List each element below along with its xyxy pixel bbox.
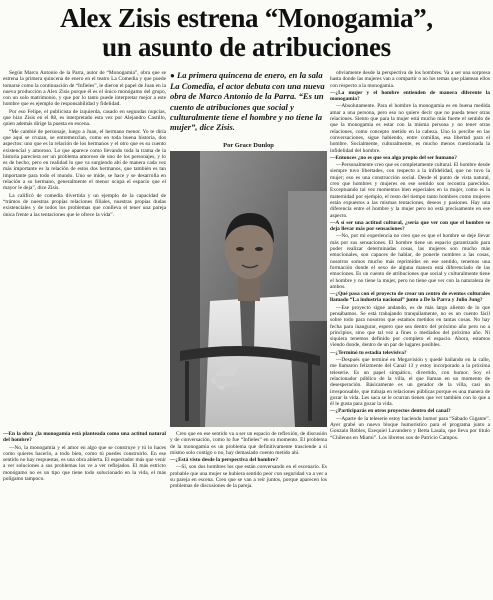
paragraph: “Me cambié de personaje, luego a Juan, el hermano menor. Yo te diría que aquí se cruzan, se entremezclan, como en toda buena historia, dos aspectos: uno que es la relación de los hermanos y el otro que es su cuento existencial y amoroso. Lo que aparece como llevando toda la trama de la historia pareciera ser un problema amoroso de uno de los personajes, y lo es de hecho, pero en realidad lo que va surgiendo abí de manera cada vez más importante es la relación de estos dos hermanos, que también es tan importante para todo el mundo. Uno se mide, se hace y se desarrolla en relación a su hermano, generalmente el menor ocupa el espacio que el mayor le deja”, dice Zisis. [3,128,166,192]
interview-question: —A sí ser una actitud cultural, ¿sería que ver con que el hombre se deja llevar más por sensaciones? [330,219,490,233]
headline [0,4,493,62]
article-column-3 [330,70,490,595]
paragraph: obviamente desde la perspectiva de los hombres. Va a ser una sorpresa hasta donde las mujeres van a compartir o no los temas que plantean ellos con respecto a la monogamia. [330,70,490,89]
pull-quote-text: La primera quincena de enero, en la sala La Comedia, el actor debuta con una nueva obra de Marco Antonio de la Parra. “Es un cuento de atribuciones que social y culturalmente tiene el hombre y no tiene la mujer”, dice Zisis. [170,70,325,133]
paragraph: —Después que terminé en Megavisión y quedé bailando en la calle, me llamaron felizmente del Canal 13 y estoy incorporado a la próxima teleserie. Es un papel simpático, divertido, con humor. Soy el relacionador público de la villa, el que llaman en un momento de desesperación. Básicamente es un gerador de la villa, casi un irresponsable, que trabaja en relaciones públicas porque es una manera de gozar la vida. Les saca se le ocurran tienen que ver también con lo que a él le gusta para gozar la vida. [330,357,490,408]
paragraph: Según Marco Antonio de la Parra, autor de “Monogamia”, obra que se estrena la primera quincena de enero en el teatro La Comedia y que puede tomarse como la continuación de “Infieles”, le dieron el papel de Juan en la nueva producción a Alex Zisis porque él es el único monógamo del grupo, con un solo matrimonio, y que por lo tanto puede interpretar mejor a este hombre que es ejemplo de responsabilidad y fidelidad. [3,70,166,108]
headline-line-1: Alex Zisis estrena “Monogamia”, [60,3,433,33]
interview-question: —¿Está visto desde la perspectiva del hombre? [170,457,279,464]
interview-question: —¿Participarás en otros proyectos dentro del canal? [330,408,451,415]
paragraph: —Absolutamente. Para el hombre la monogamia es en buena medida amar a una persona, pero eso no quiere decir que no pueda tener otras relaciones. Siento que para la mujer está mucho más fuerte el sentido de que la monogamia es estar con la misma persona y no tener otras relaciones, como concepto metido en la cabeza. Uno lo percibe en las conversaciones, sigue habiendo, entre comillas, esa libertad para el hombre. Socialmente, culturalmente, es mucho menos cuestionada la infidelidad del hombre. [330,103,490,154]
bullet-icon: ● [170,71,175,80]
article-column-1-continued [3,431,166,595]
interview-question: —En la obra ¿la monogamia está planteada como una actitud natural del hombre? [3,431,166,444]
interview-question: —¿Terminó tu estadía televisiva? [330,349,407,356]
article-column-1 [3,70,166,326]
portrait-photo-image [170,151,327,427]
paragraph: —Sí, son dos hombres los que están conversando en el escenario. Es probable que una mujer se hubiera sentido peor con seguridad va a ver a su pareja en escena. Creo que se van a reír juntos, porque aparecen los problemas de discusiones de la pareja. [170,464,327,490]
interview-question: —¿La mujer y el hombre entienden de manera diferente la monogamia? [330,89,490,103]
article-column-2 [170,431,327,595]
byline: Por Grace Dunlop [223,142,274,149]
portrait-photo [170,151,327,427]
paragraph: —No, la monogamia y el amor en algo que se construye y tú lo haces como quieres hacerlo, a todo bien, como tú puedes construirlo. En ese sentido no hay respuestas, es una obra abierta. El espectador más que venir a ver soluciones a sus problemas los ve a ver reflejados. El más estricto monógamo no es un tipo que tiene todo solucionado en la vida, el más polígamo tampoco. [3,444,166,483]
headline-line-2: un asunto de atribuciones [102,32,391,62]
paragraph: Por eso Felipe, el publicista de izquierda, casado en segundas nupcias, que hizo Zisis en el 88, es interpretado esta vez por Alejandro Castillo, quien además dirige la puesta en escena. [3,108,166,128]
paragraph: —Ese proyecto sigue andando, es de más largo aliento de lo que pensábamos. Se está trabajando tranquilamente, no es un cuento fácil sobre todo para nosotros que estamos metidos en tantas cosas. No hay fecha para inaugurar, espero que sea dentro del próximo año pero no a principios, sino que tal vez a fines o mediados del próximo año. Ni siquiera tenemos definido por completo el espacio. Ahora, estamos viendo donde, dentro de un par de lugares posibles. [330,304,490,349]
paragraph: La calificó de comedia divertida y un ejemplo de la capacidad de “trámos de nuestras propias relaciones filiales, nuestras propias dudas existenciales y de todos los problemas que conlleva el tener una pareja única frente a las tentaciones que le ofrece la vida”. [3,192,166,218]
paragraph: —Personalmente creo que es completamente cultural. El hombre desde siempre tuvo libertades, con respecto a la infidelidad, que no tuvo la mujer; eso es una construcción social. Desde el punto de vista natural, creo que hombres y mujeres en ese sentido son recontra parecidos. Exceptuando tal vez momentos bien especiales en la mujer, como es la maternidad por ejemplo, el resto del tiempo tanto hombres como mujeres están expuestos a las mismas tentaciones, deseos y pasiones. Hay una diferencia entre el hombre y la mujer pero no está precisamente en ese aspecto. [330,162,490,219]
paragraph: —Aparte de la teleserie estoy haciendo humor para “Sábado Gigante”. Ayer grabé un nuevo bloque humorístico para el programa junto a Gonzalo Robles, Ezequiel Lavandero y Berta Lasala, que lleva por título “Chilenos en Miami”. Los libretos son de Patricio Campos. [330,415,490,441]
pull-quote [170,70,327,132]
paragraph: —No, por mi experiencia no creo que es que el hombre se deje llevar más por sus sensaciones. El hombre tiene un espacio garantizado para poder realizar determinadas cosas, las mujeres son mucho más emocionales, son capaces de hablar, de ponerle nombres a las cosas, nosotros somos mucho más reprimidos en ese sentido, tenemos una formación donde el sexo de alguna manera está diferenciado de las emociones. Es un cuento de atribuciones que social y culturalmente tiene el hombre y no tiene la mujer, pero no tiene que ver con la naturaleza de ambos. [330,233,490,290]
interview-question: —¿Qué pasa con el proyecto de crear un centro de eventos culturales llamado “La industria nacional” junto a De la Parra y Julio Jung? [330,291,490,304]
paragraph: Creo que en ese sentido va a ser un espacio de reflexión, de discusión y de conversación, como lo fue “Infieles” en su momento. El problema de la monogamia es un problema que definitivamente trasciende a sí mismo solo contigo o no, hay demasiado cuento metido ahí. [170,431,327,456]
interview-question: —Entonces ¿no es que sea algo propio del ser humano? [330,154,457,161]
